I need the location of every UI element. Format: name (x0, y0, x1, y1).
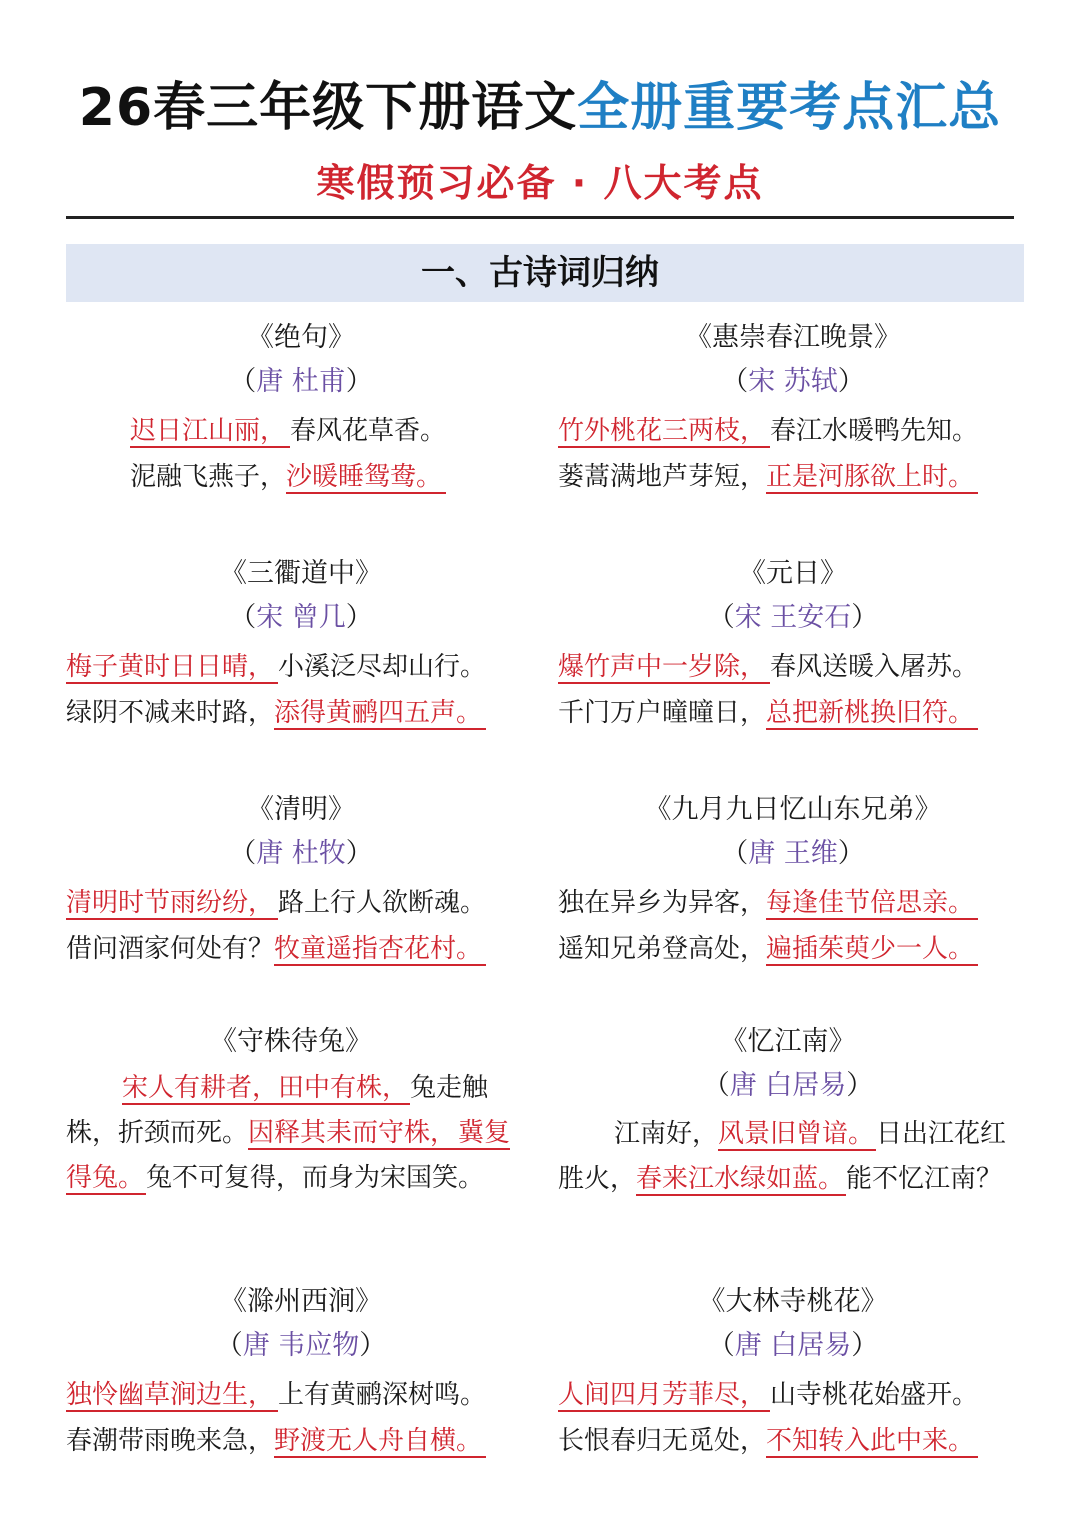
page-title-highlight: 全册重要考点汇总 (577, 78, 1002, 138)
poem-line: 爆竹声中一岁除， 春风送暖入屠苏。 (558, 652, 979, 682)
poem-line: 泥融飞燕子，沙暖睡鸳鸯。 (66, 454, 536, 500)
poem-card (558, 1282, 1028, 1464)
answer-blank: 宋人有耕者，田中有株， (122, 1073, 409, 1103)
poem-card (66, 554, 536, 736)
answer-blank: 正是河豚欲上时。 (766, 462, 978, 494)
poem-title: 《滁州西涧》 (220, 1286, 382, 1317)
poem-card (558, 318, 1028, 500)
poem-title: 《大林寺桃花》 (698, 1286, 888, 1317)
answer-blank: 人间四月芳菲尽， (558, 1380, 770, 1412)
answer-blank: 牧童遥指杏花村。 (274, 934, 486, 966)
answer-blank: 清明时节雨纷纷， (66, 888, 278, 920)
poem-author: （唐 杜甫） (229, 366, 373, 397)
poem-line: 借问酒家何处有？牧童遥指杏花村。 (66, 926, 536, 972)
answer-blank: 野渡无人舟自横。 (274, 1426, 486, 1458)
poem-line: 千门万户曈曈日，总把新桃换旧符。 (558, 690, 1028, 736)
answer-blank: 每逢佳节倍思亲。 (766, 888, 978, 920)
poem-author: （宋 苏轼） (721, 366, 865, 397)
poem-author: （宋 王安石） (707, 602, 879, 633)
poem-title: 《清明》 (247, 794, 355, 825)
poem-line: 竹外桃花三两枝， 春江水暖鸭先知。 (558, 416, 979, 446)
poem-line: 长恨春归无觅处，不知转入此中来。 (558, 1418, 1028, 1464)
poem-line: 清明时节雨纷纷， 路上行人欲断魂。 (66, 888, 487, 918)
poem-author: （唐 白居易） (702, 1070, 874, 1101)
answer-blank: 迟日江山丽， (130, 416, 290, 448)
poem-line: 迟日江山丽， 春风花草香。 (130, 416, 447, 446)
poem-card (66, 1022, 516, 1201)
answer-blank: 风景旧曾谙。 (718, 1119, 875, 1149)
poem-author: （宋 曾几） (229, 602, 373, 633)
answer-blank: 沙暖睡鸳鸯。 (286, 462, 446, 494)
poem-line: 春潮带雨晚来急，野渡无人舟自横。 (66, 1418, 536, 1464)
answer-blank: 独怜幽草涧边生， (66, 1380, 278, 1412)
answer-blank: 因释其耒而守株， (248, 1118, 457, 1148)
poem-line: 蒌蒿满地芦芽短，正是河豚欲上时。 (558, 454, 1028, 500)
poem-card (66, 1282, 536, 1464)
poem-line: 梅子黄时日日晴， 小溪泛尽却山行。 (66, 652, 487, 682)
answer-blank: 冀复得兔。 (66, 1118, 511, 1193)
answer-blank: 竹外桃花三两枝， (558, 416, 770, 448)
poem-card (558, 554, 1028, 736)
answer-blank: 梅子黄时日日晴， (66, 652, 278, 684)
page-subtitle: 寒假预习必备 · 八大考点 (316, 161, 764, 205)
page-title-main: 26春三年级下册语文 (78, 78, 578, 138)
poem-title: 《九月九日忆山东兄弟》 (644, 794, 942, 825)
poem-author: （唐 白居易） (707, 1330, 879, 1361)
poem-line: 独怜幽草涧边生， 上有黄鹂深树鸣。 (66, 1380, 487, 1410)
poem-title: 《三衢道中》 (220, 558, 382, 589)
poem-author: （唐 王维） (721, 838, 865, 869)
answer-blank: 爆竹声中一岁除， (558, 652, 770, 684)
section-title: 一、古诗词归纳 (421, 253, 659, 293)
answer-blank: 添得黄鹂四五声。 (274, 698, 486, 730)
poem-title: 《元日》 (739, 558, 847, 589)
answer-blank: 春来江水绿如蓝。 (636, 1164, 845, 1194)
poem-author: （唐 韦应物） (215, 1330, 387, 1361)
poem-line: 遥知兄弟登高处，遍插茱萸少一人。 (558, 926, 1028, 972)
poem-line: 绿阴不减来时路，添得黄鹂四五声。 (66, 690, 536, 736)
poem-title: 《忆江南》 (720, 1026, 856, 1057)
poem-card (558, 790, 1028, 972)
divider (66, 216, 1014, 219)
poem-card (66, 318, 536, 500)
poem-title: 《惠崇春江晚景》 (685, 322, 901, 353)
poem-card (558, 1022, 1018, 1202)
poem-title: 《绝句》 (247, 322, 355, 353)
poem-card (66, 790, 536, 972)
prose-text: 宋人有耕者，田中有株，兔走触株，折颈而死。因释其耒而守株，冀复得兔。兔不可复得，而身为宋国笑。 (66, 1073, 511, 1193)
answer-blank: 总把新桃换旧符。 (766, 698, 978, 730)
answer-blank: 遍插茱萸少一人。 (766, 934, 978, 966)
page-title (0, 72, 1080, 144)
poem-line: 人间四月芳菲尽， 山寺桃花始盛开。 (558, 1380, 979, 1410)
prose-text: 江南好，风景旧曾谙。日出江花红胜火，春来江水绿如蓝。能不忆江南？ (558, 1119, 1007, 1194)
poem-title: 《守株待兔》 (210, 1026, 372, 1057)
poem-author: （唐 杜牧） (229, 838, 373, 869)
answer-blank: 不知转入此中来。 (766, 1426, 978, 1458)
poem-line: 独在异乡为异客，每逢佳节倍思亲。 (558, 880, 1028, 926)
